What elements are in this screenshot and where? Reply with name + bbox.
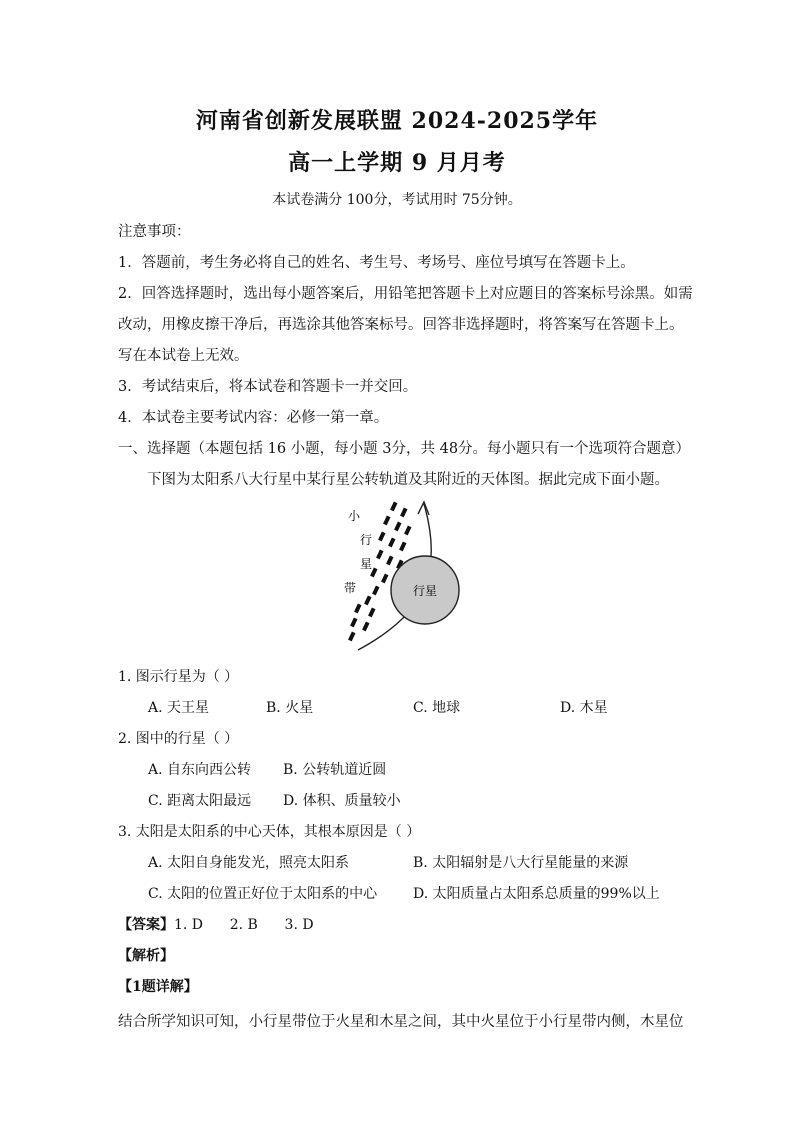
notes-heading: 注意事项： bbox=[118, 224, 191, 240]
question-2-stem: 2. 图中的行星（ ） bbox=[118, 731, 239, 747]
belt-label-1: 小 bbox=[347, 509, 361, 523]
note-item: 2．回答选择题时，选出每小题答案后，用铅笔把答题卡上对应题目的答案标号涂黑。如需 bbox=[118, 286, 693, 302]
q3-option-d: D. 太阳质量占太阳系总质量的99%以上 bbox=[413, 886, 660, 902]
section-heading: 一、选择题（本题包括 16 小题，每小题 3分，共 48分。每小题只有一个选项符合题意） bbox=[118, 441, 691, 457]
q2-option-b: B. 公转轨道近圆 bbox=[283, 762, 387, 778]
q1-option-d: D. 木星 bbox=[560, 700, 608, 716]
note-item: 4．本试卷主要考试内容：必修一第一章。 bbox=[118, 410, 389, 426]
belt-label-2: 行 bbox=[359, 533, 373, 547]
q3-option-a: A. 太阳自身能发光，照亮太阳系 bbox=[148, 855, 350, 871]
q1-option-b: B. 火星 bbox=[266, 700, 314, 716]
note-item: 1．答题前，考生务必将自己的姓名、考生号、考场号、座位号填写在答题卡上。 bbox=[118, 255, 635, 271]
q2-option-d: D. 体积、质量较小 bbox=[283, 793, 401, 809]
question-3-stem: 3. 太阳是太阳系的中心天体，其根本原因是（ ） bbox=[118, 824, 421, 840]
q3-option-c: C. 太阳的位置正好位于太阳系的中心 bbox=[148, 886, 378, 902]
answer-label: 【答案】 bbox=[118, 917, 174, 933]
note-item: 改动，用橡皮擦干净后，再选涂其他答案标号。回答非选择题时，将答案写在答题卡上。 bbox=[118, 317, 684, 333]
q1-option-c: C. 地球 bbox=[413, 700, 461, 716]
note-item: 写在本试卷上无效。 bbox=[118, 348, 249, 364]
belt-label-3: 星 bbox=[359, 557, 373, 571]
exam-title: 河南省创新发展联盟 2024-2025学年 bbox=[195, 108, 599, 134]
detail-heading: 【1题详解】 bbox=[118, 979, 198, 995]
q2-option-c: C. 距离太阳最远 bbox=[148, 793, 252, 809]
orbit-arrow-icon bbox=[418, 502, 429, 515]
q2-option-a: A. 自东向西公转 bbox=[148, 762, 252, 778]
question-1-stem: 1. 图示行星为（ ） bbox=[118, 669, 239, 685]
analysis-text: 结合所学知识可知，小行星带位于火星和木星之间，其中火星位于小行星带内侧，木星位 bbox=[118, 1014, 684, 1030]
answer-row bbox=[118, 914, 314, 934]
q3-option-b: B. 太阳辐射是八大行星能量的来源 bbox=[413, 855, 629, 871]
q1-option-a: A. 天王星 bbox=[148, 700, 210, 716]
note-item: 3．考试结束后，将本试卷和答题卡一并交回。 bbox=[118, 379, 418, 395]
exam-info: 本试卷满分 100分，考试用时 75分钟。 bbox=[272, 192, 522, 208]
belt-label-4: 带 bbox=[343, 581, 357, 595]
exam-subtitle-title: 高一上学期 9 月月考 bbox=[288, 150, 506, 176]
answer-values: 1. D 2. B 3. D bbox=[174, 917, 314, 933]
analysis-heading: 【解析】 bbox=[118, 948, 174, 964]
planet-orbit-figure bbox=[330, 492, 470, 657]
planet-label: 行星 bbox=[412, 584, 438, 598]
section-intro: 下图为太阳系八大行星中某行星公转轨道及其附近的天体图。据此完成下面小题。 bbox=[147, 472, 669, 488]
